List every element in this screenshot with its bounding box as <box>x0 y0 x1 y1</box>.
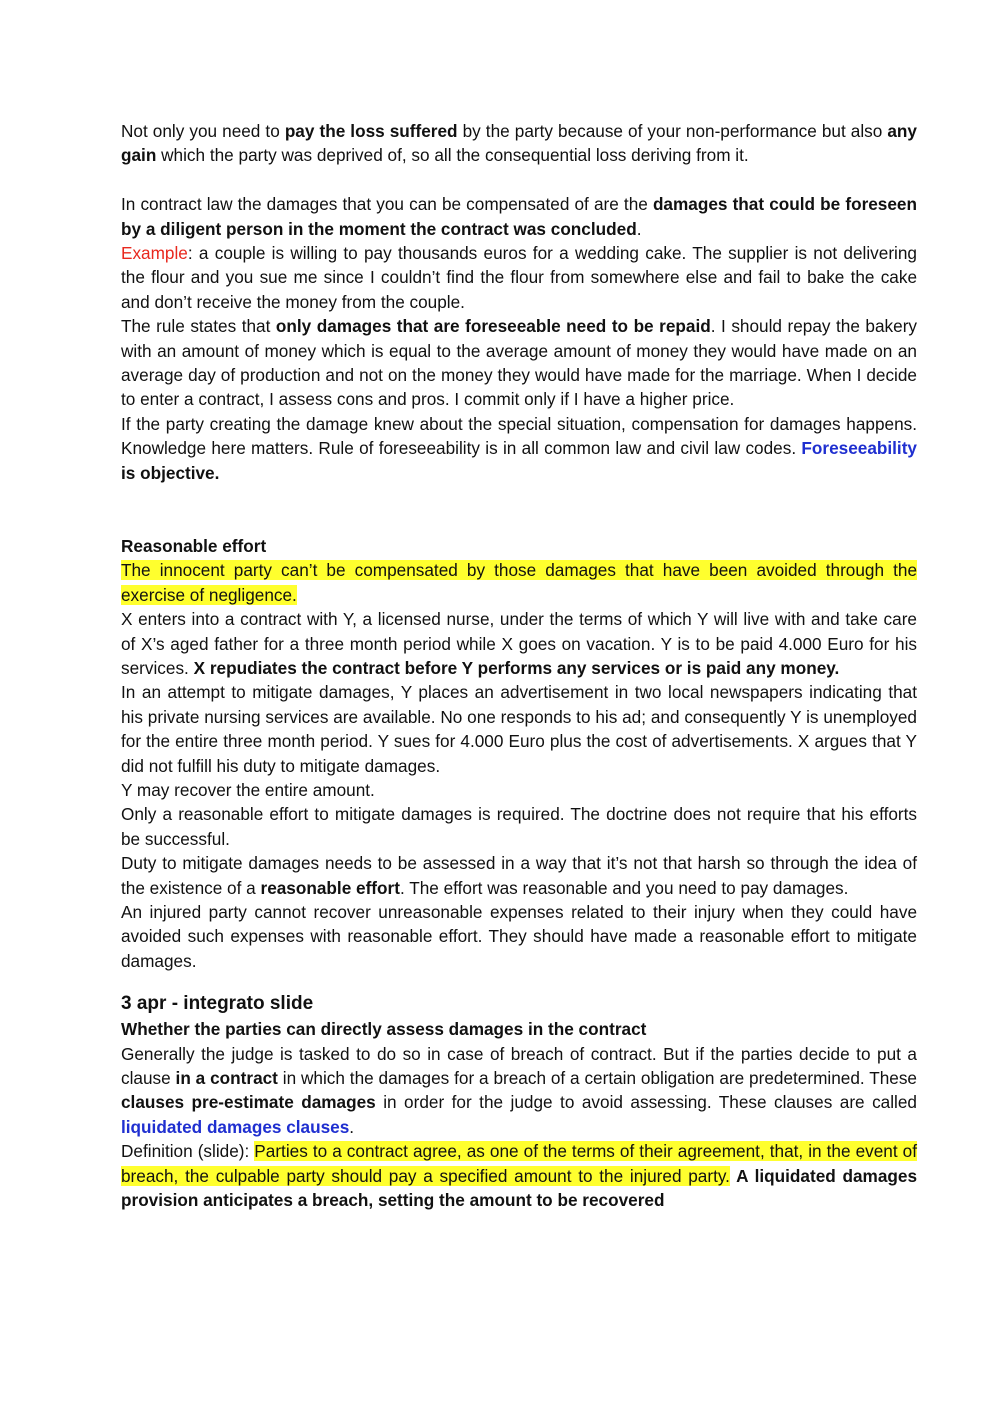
text-run: X enters into a contract with Y, a licensed nurse, under the terms of which Y will live with and take care of X’s aged father for a three month period while X goes on vacation. Y is to be paid 4.000 Euro for his services. <box>121 609 917 678</box>
bold-text: pay the loss suffered <box>284 121 458 141</box>
highlighted-text: Parties to a contract agree, as one of the terms of their agreement, that, in the event of breach, the culpable party should pay a specified amount to the injured party. <box>121 1141 917 1186</box>
text-run: Not only you need to <box>121 121 285 141</box>
paragraph-foreseeability <box>121 412 917 485</box>
foreseeability-term: Foreseeability <box>801 438 917 459</box>
text-run: in which the damages for a breach of a certain obligation are predetermined. These <box>277 1068 917 1088</box>
spacer <box>121 168 917 192</box>
text-run: in order for the judge to avoid assessing. These clauses are called <box>375 1092 917 1113</box>
example-label: Example <box>121 243 188 264</box>
text-run: . <box>636 218 642 239</box>
text-run: which the party was deprived of, so all the consequential loss deriving from it. <box>156 145 749 166</box>
paragraph-definition <box>121 1139 917 1212</box>
subheading-assess-damages: Whether the parties can directly assess damages in the contract <box>121 1019 647 1040</box>
paragraph-liquidated-clauses <box>121 1042 917 1140</box>
spacer <box>121 973 917 991</box>
text-run: . I should repay the bakery with an amount of money which is equal to the average amount of money they would have made on an average day of production and not on the money they would have made for the marriage. When I decide to enter a contract, I assess cons and pros. I commit only if I have a higher price. <box>121 316 918 410</box>
text-run: : a couple is willing to pay thousands euros for a wedding cake. The supplier is not delivering the flour and you sue me since I couldn’t find the flour from somewhere else and fail to bake the cake and don’t receive the money from the couple. <box>121 243 917 312</box>
paragraph-loss-and-gain <box>121 119 917 168</box>
liquidated-damages-term: liquidated damages clauses <box>121 1116 350 1137</box>
paragraph-foreseen-damages <box>121 192 917 241</box>
document-page <box>121 119 917 1212</box>
paragraph-rule <box>121 314 917 412</box>
bold-text: X repudiates the contract before Y performs any services or is paid any money. <box>193 657 840 678</box>
section-heading-reasonable-effort: Reasonable effort <box>121 535 267 556</box>
text-run: Definition (slide): <box>121 1141 255 1162</box>
paragraph-highlight-negligence <box>121 558 917 607</box>
bold-text: damages that could be foreseen by a diligent person in the moment the contract was concluded <box>121 194 917 239</box>
text-run: The rule states that <box>121 316 276 337</box>
highlighted-text: The innocent party can’t be compensated by those damages that have been avoided through the exercise of negligence. <box>121 560 917 605</box>
text-run: . <box>349 1116 355 1137</box>
bold-text: is objective. <box>121 462 220 483</box>
paragraph-duty-to-mitigate <box>121 851 917 900</box>
text-run: Duty to mitigate damages needs to be assessed in a way that it’s not that harsh so through the idea of the existence of a <box>121 853 917 898</box>
bold-text: in a contract <box>175 1068 278 1088</box>
bold-text: only damages that are foreseeable need to be repaid <box>275 316 711 337</box>
bold-text: A liquidated damages provision anticipates a breach, setting the amount to be recovered <box>121 1165 918 1211</box>
paragraph-unreasonable-expenses: An injured party cannot recover unreasonable expenses related to their injury when they could have avoided such expenses with reasonable effort. They should have made a reasonable effort to mitigate damages. <box>121 901 917 971</box>
text-run: If the party creating the damage knew about the special situation, compensation for damages happens. Knowledge here matters. Rule of foreseeability is in all common law and civil law codes. <box>121 413 917 459</box>
paragraph-recover-amount: Y may recover the entire amount. <box>121 779 375 800</box>
paragraph-nurse-contract <box>121 607 917 680</box>
text-run: . The effort was reasonable and you need to pay damages. <box>399 877 849 898</box>
bold-text: any gain <box>121 121 917 166</box>
paragraph-example <box>121 241 917 314</box>
text-run: by the party because of your non-performance but also <box>457 121 888 141</box>
paragraph-mitigation-attempt: In an attempt to mitigate damages, Y places an advertisement in two local newspapers indicating that his private nursing services are available. No one responds to his ad; and consequently Y is unemployed for the entire three month period. Y sues for 4.000 Euro plus the cost of advertisements. X argues that Y did not fulfill his duty to mitigate damages. <box>121 682 917 776</box>
spacer <box>121 485 917 534</box>
bold-text: clauses pre-estimate damages <box>121 1092 376 1113</box>
paragraph-reasonable-only: Only a reasonable effort to mitigate damages is required. The doctrine does not require that his efforts be successful. <box>121 804 917 849</box>
section-heading-integrato-slide: 3 apr - integrato slide <box>121 993 314 1015</box>
bold-text: reasonable effort <box>260 877 400 898</box>
text-run: In contract law the damages that you can be compensated of are the <box>121 194 653 215</box>
text-run: Generally the judge is tasked to do so in case of breach of contract. But if the parties decide to put a clause <box>121 1043 917 1088</box>
